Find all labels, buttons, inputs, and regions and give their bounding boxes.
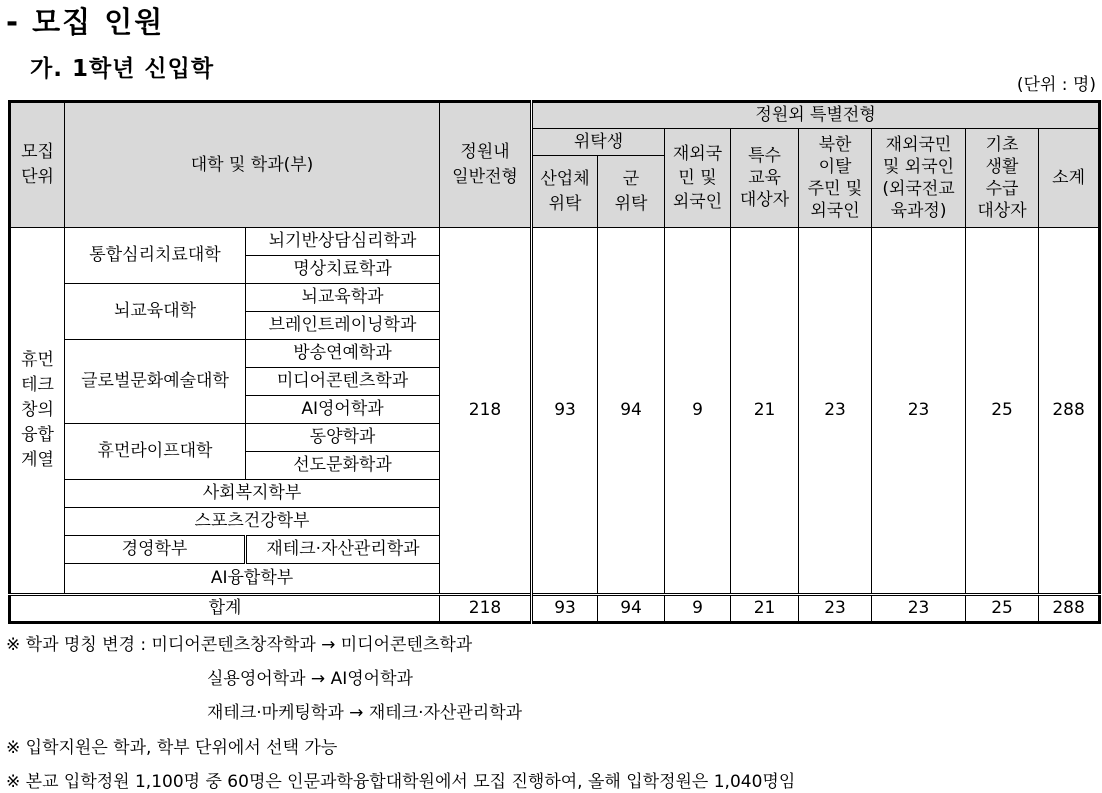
total-special-ed: 21: [731, 595, 799, 623]
dept-finance-asset: 재테크·자산관리학과: [246, 536, 440, 564]
note-application-unit: ※ 입학지원은 학과, 학부 단위에서 선택 가능: [6, 738, 338, 758]
value-industry: 93: [532, 228, 598, 595]
header-north-korean: 북한 이탈 주민 및 외국인: [799, 129, 872, 228]
dept-brain-education: 뇌교육학과: [246, 284, 440, 312]
total-north-korean: 23: [799, 595, 872, 623]
note-quota-total: ※ 본교 입학정원 1,100명 중 60명은 인문과학융합대학원에서 모집 진행하여, 올해 입학정원은 1,040명임: [6, 772, 796, 792]
dept-sports-health: 스포츠건강학부: [65, 508, 440, 536]
header-outside-quota: 정원외 특별전형: [532, 102, 1100, 129]
note-dept-rename-3: 재테크·마케팅학과 → 재테크·자산관리학과: [207, 703, 523, 723]
dept-business: 경영학부: [65, 536, 246, 564]
header-recruit-unit: 모집 단위: [10, 102, 65, 228]
college-human-life: 휴먼라이프대학: [65, 424, 246, 480]
value-overseas-foreign: 23: [872, 228, 966, 595]
header-basic-living: 기초 생활 수급 대상자: [966, 129, 1039, 228]
total-subtotal: 288: [1039, 595, 1100, 623]
section-title: - 모집 인원: [6, 5, 165, 39]
dept-ai-english: AI영어학과: [246, 396, 440, 424]
value-special-ed: 21: [731, 228, 799, 595]
dept-ai-convergence: AI융합학부: [65, 564, 440, 595]
college-global-culture-arts: 글로벌문화예술대학: [65, 340, 246, 424]
dept-broadcasting: 방송연예학과: [246, 340, 440, 368]
dept-brain-training: 브레인트레이닝학과: [246, 312, 440, 340]
value-basic-living: 25: [966, 228, 1039, 595]
college-brain-education: 뇌교육대학: [65, 284, 246, 340]
header-military: 군 위탁: [598, 156, 665, 228]
dept-social-welfare: 사회복지학부: [65, 480, 440, 508]
college-integrative-psychotherapy: 통합심리치료대학: [65, 228, 246, 284]
header-subtotal: 소계: [1039, 129, 1100, 228]
value-north-korean: 23: [799, 228, 872, 595]
total-label: 합계: [10, 595, 440, 623]
note-dept-rename-2: 실용영어학과 → AI영어학과: [207, 669, 413, 689]
note-dept-rename: ※ 학과 명칭 변경 : 미디어콘텐츠창작학과 → 미디어콘텐츠학과: [6, 635, 473, 655]
header-consigned: 위탁생: [532, 129, 665, 156]
header-overseas-korean: 재외국 민 및 외국인: [665, 129, 731, 228]
total-military: 94: [598, 595, 665, 623]
value-subtotal: 288: [1039, 228, 1100, 595]
value-overseas-korean: 9: [665, 228, 731, 595]
section-subtitle: 가. 1학년 신입학: [30, 56, 215, 82]
dept-oriental-studies: 동양학과: [246, 424, 440, 452]
header-special-ed: 특수 교육 대상자: [731, 129, 799, 228]
dept-meditation-therapy: 명상치료학과: [246, 256, 440, 284]
unit-label: (단위 : 명): [1016, 75, 1096, 95]
admission-quota-table: [8, 100, 1101, 624]
dept-media-contents: 미디어콘텐츠학과: [246, 368, 440, 396]
header-within-quota: 정원내 일반전형: [440, 102, 532, 228]
total-general: 218: [440, 595, 532, 623]
value-military: 94: [598, 228, 665, 595]
dept-brain-counseling: 뇌기반상담심리학과: [246, 228, 440, 256]
total-overseas-foreign: 23: [872, 595, 966, 623]
total-overseas-korean: 9: [665, 595, 731, 623]
total-basic-living: 25: [966, 595, 1039, 623]
header-overseas-foreign: 재외국민 및 외국인 (외국전교 육과정): [872, 129, 966, 228]
header-college-dept: 대학 및 학과(부): [65, 102, 440, 228]
dept-seondo-culture: 선도문화학과: [246, 452, 440, 480]
total-industry: 93: [532, 595, 598, 623]
group-humantech: 휴먼 테크 창의 융합 계열: [10, 228, 65, 595]
value-general: 218: [440, 228, 532, 595]
header-industry: 산업체 위탁: [532, 156, 598, 228]
